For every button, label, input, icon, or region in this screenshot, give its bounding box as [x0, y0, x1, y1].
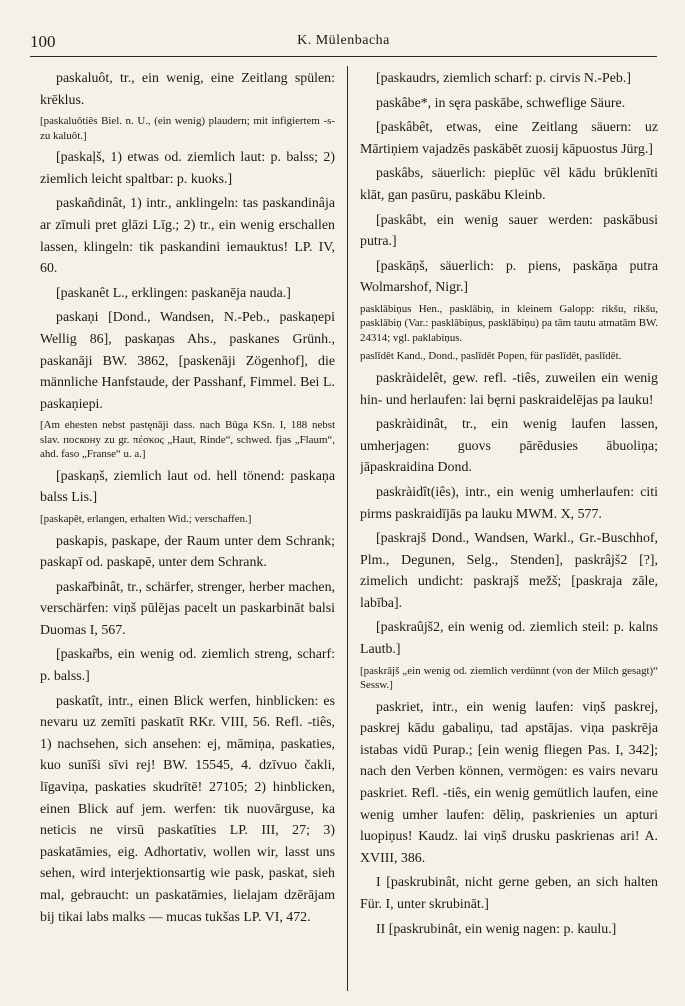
page-header — [30, 28, 657, 57]
dictionary-entry: paskâbe*, in sęra paskābe, schweflige Säure. — [376, 95, 626, 111]
dictionary-entry: I [paskrubinât, nicht gerne geben, an sich halten Für. I, unter skrubināt.] — [360, 875, 658, 912]
dictionary-entry: [paskrājš „ein wenig od. ziemlich verdünnt (von der Milch gesagt)“ Sessw.] — [360, 664, 658, 692]
dictionary-entry: pasklābiņus Hen., pasklābiņ, in kleinem Galopp: rikšu, rikšu, pasklābiņ (Var.: pasklābiņus, pasklābiņu) pa tām tautu atmatām BW. 24314; vgl. paklabiņus. — [360, 302, 658, 344]
dictionary-entry: paskaņi [Dond., Wandsen, N.-Peb., paskaņepi Wellig 86], paskaņas Ahs., paskanes Grünh., paskanāji BW. 3862, [paskenāji Zögenhof], die männliche Hanfstaude, der Passhanf, Fimmel. Bei L. paskaņiepi. — [40, 310, 335, 412]
dictionary-entry: paskaluôt, tr., ein wenig, eine Zeitlang spülen: krēklus. — [40, 71, 335, 108]
dictionary-entry: [paskrajš Dond., Wandsen, Warkl., Gr.-Buschhof, Plm., Degunen, Selg., Stenden], paskrâjš2 [?], zimelich undicht: paskrajš mežš; [paskraja zāle, labība]. — [360, 531, 658, 611]
dictionary-entry: paskapis, paskape, der Raum unter dem Schrank; paskapī od. paskapē, unter dem Schrank. — [40, 533, 335, 571]
dictionary-entry: II [paskrubinât, ein wenig nagen: p. kaulu.] — [376, 921, 617, 937]
dictionary-entry: paskràidinât, tr., ein wenig laufen lassen, umherjagen: guovs pārēdusies ābuoliņa; jāpaskraidina Dond. — [360, 417, 658, 476]
dictionary-entry: [paskanêt L., erklingen: paskanēja nauda.] — [56, 285, 291, 301]
dictionary-entry: [Am ehesten nebst pastęnāji dass. nach Būga KSn. I, 188 nebst slav. поскону zu gr. πέσκος „Haut, Rinde“, schwed. fjas „Flaum“, ahd. faso „Franse“ u. a.] — [40, 419, 335, 461]
dictionary-entry: paskràidelêt, gew. refl. -tiês, zuweilen ein wenig hin- und herlaufen: lai bęrni paskraidelējas pa lauku! — [360, 370, 658, 408]
dictionary-entry: [paskaudrs, ziemlich scharf: p. cirvis N.-Peb.] — [376, 71, 631, 86]
dictionary-entry: [paskaņš, ziemlich laut od. hell tönend: paskaņa balss Lis.] — [40, 468, 335, 506]
dictionary-entry: [paskaļš, 1) etwas od. ziemlich laut: p. balss; 2) ziemlich leicht spaltbar: p. kuoks.] — [40, 150, 335, 187]
dictionary-entry: [paskar̃bs, ein wenig od. ziemlich streng, scharf: p. balss.] — [40, 647, 335, 685]
dictionary-entry: paskriet, intr., ein wenig laufen: viņš paskrej, paskrej kādu gabaliņu, tad apstājas. viņa paskrēja istabas vidū Purap.; [ein wenig fliegen Pas. I, 342]; nach den Verben können, vermögen: es vairs nevaru paskriet. Refl. -tiês, ein wenig gemütlich laufen, eine wenig umher laufen: dēliņ, paskrienies un apturi luopiņus! Kaudz. lai viņš drusku paskrienas ari! A. XVIII, 386. — [360, 699, 658, 866]
dictionary-entry: [paskâbt, ein wenig sauer werden: paskābusi putra.] — [360, 212, 658, 250]
left-column — [40, 68, 335, 988]
dictionary-entry: paskâbs, säuerlich: pieplūc vēl kādu brūklenīti klāt, gan pasūru, paskābu Kleinb. — [360, 166, 658, 203]
dictionary-entry: [paskraûjš2, ein wenig od. ziemlich steil: p. kalns Lautb.] — [360, 620, 658, 658]
page-number: 100 — [30, 32, 56, 51]
dictionary-entry: paslīdêt Kand., Dond., paslīdēt Popen, für paslīdēt, paslīdēt. — [360, 350, 622, 363]
dictionary-entry: paskràidît(iês), intr., ein wenig umherlaufen: citi pirms paskraidījās pa lauku MWM. X, 577. — [360, 484, 658, 522]
column-divider — [347, 66, 348, 991]
dictionary-entry: [paskāņš, säuerlich: p. piens, paskāņa putra Wolmarshof, Nigr.] — [360, 258, 658, 296]
right-column — [360, 68, 658, 988]
dictionary-entry: [paskâbêt, etwas, eine Zeitlang säuern: uz Mārtiņiem vajadzēs paskābēt zuosij kāpuostus Jürg.] — [360, 120, 658, 157]
running-title: K. Mülenbacha — [297, 33, 390, 48]
dictionary-entry: [paskapêt, erlangen, erhalten Wid.; verschaffen.] — [40, 513, 252, 525]
dictionary-entry: paskañdinât, 1) intr., anklingeln: tas paskandinâja ar zīmuli pret glāzi Līg.; 2) tr., ein wenig erschallen lassen, klingeln: tik paskandini iemauktus! LP. IV, 60. — [40, 196, 335, 277]
dictionary-entry: [paskaluôtiês Biel. n. U., (ein wenig) plaudern; mit infigiertem -s- zu kaluôt.] — [40, 115, 335, 142]
dictionary-entry: paskatît, intr., einen Blick werfen, hinblicken: es nevaru uz zemīti paskatīt RKr. VIII, 56. Refl. -tiês, 1) nachsehen, sich ansehen: ej, māmiņa, paskaties, kuo sunīši sīvi rej! BW. 15545, 4. dzīvuo čakli, līgaviņa, paskaties skudrītē! 27105; 2) hinblicken, einen Blick auf jem. werfen: tik nuovārguse, ka neticis ne virsū paskatīties LP. III, 27; 3) paskatāmies, eig. Adhortativ, wollen wir, lasst uns sehen, wird interjektionsartig wie pask, paskat, sieh mal, gebraucht: un paskatāmies, lielajam dzērājam bij tikai labs malks — mucas tukšas LP. VI, 472. — [40, 693, 335, 925]
dictionary-entry: paskar̃binât, tr., schärfer, strenger, herber machen, verschärfen: viņš pūlējas pacelt un paskarbināt balsi Duomas I, 567. — [40, 579, 335, 638]
